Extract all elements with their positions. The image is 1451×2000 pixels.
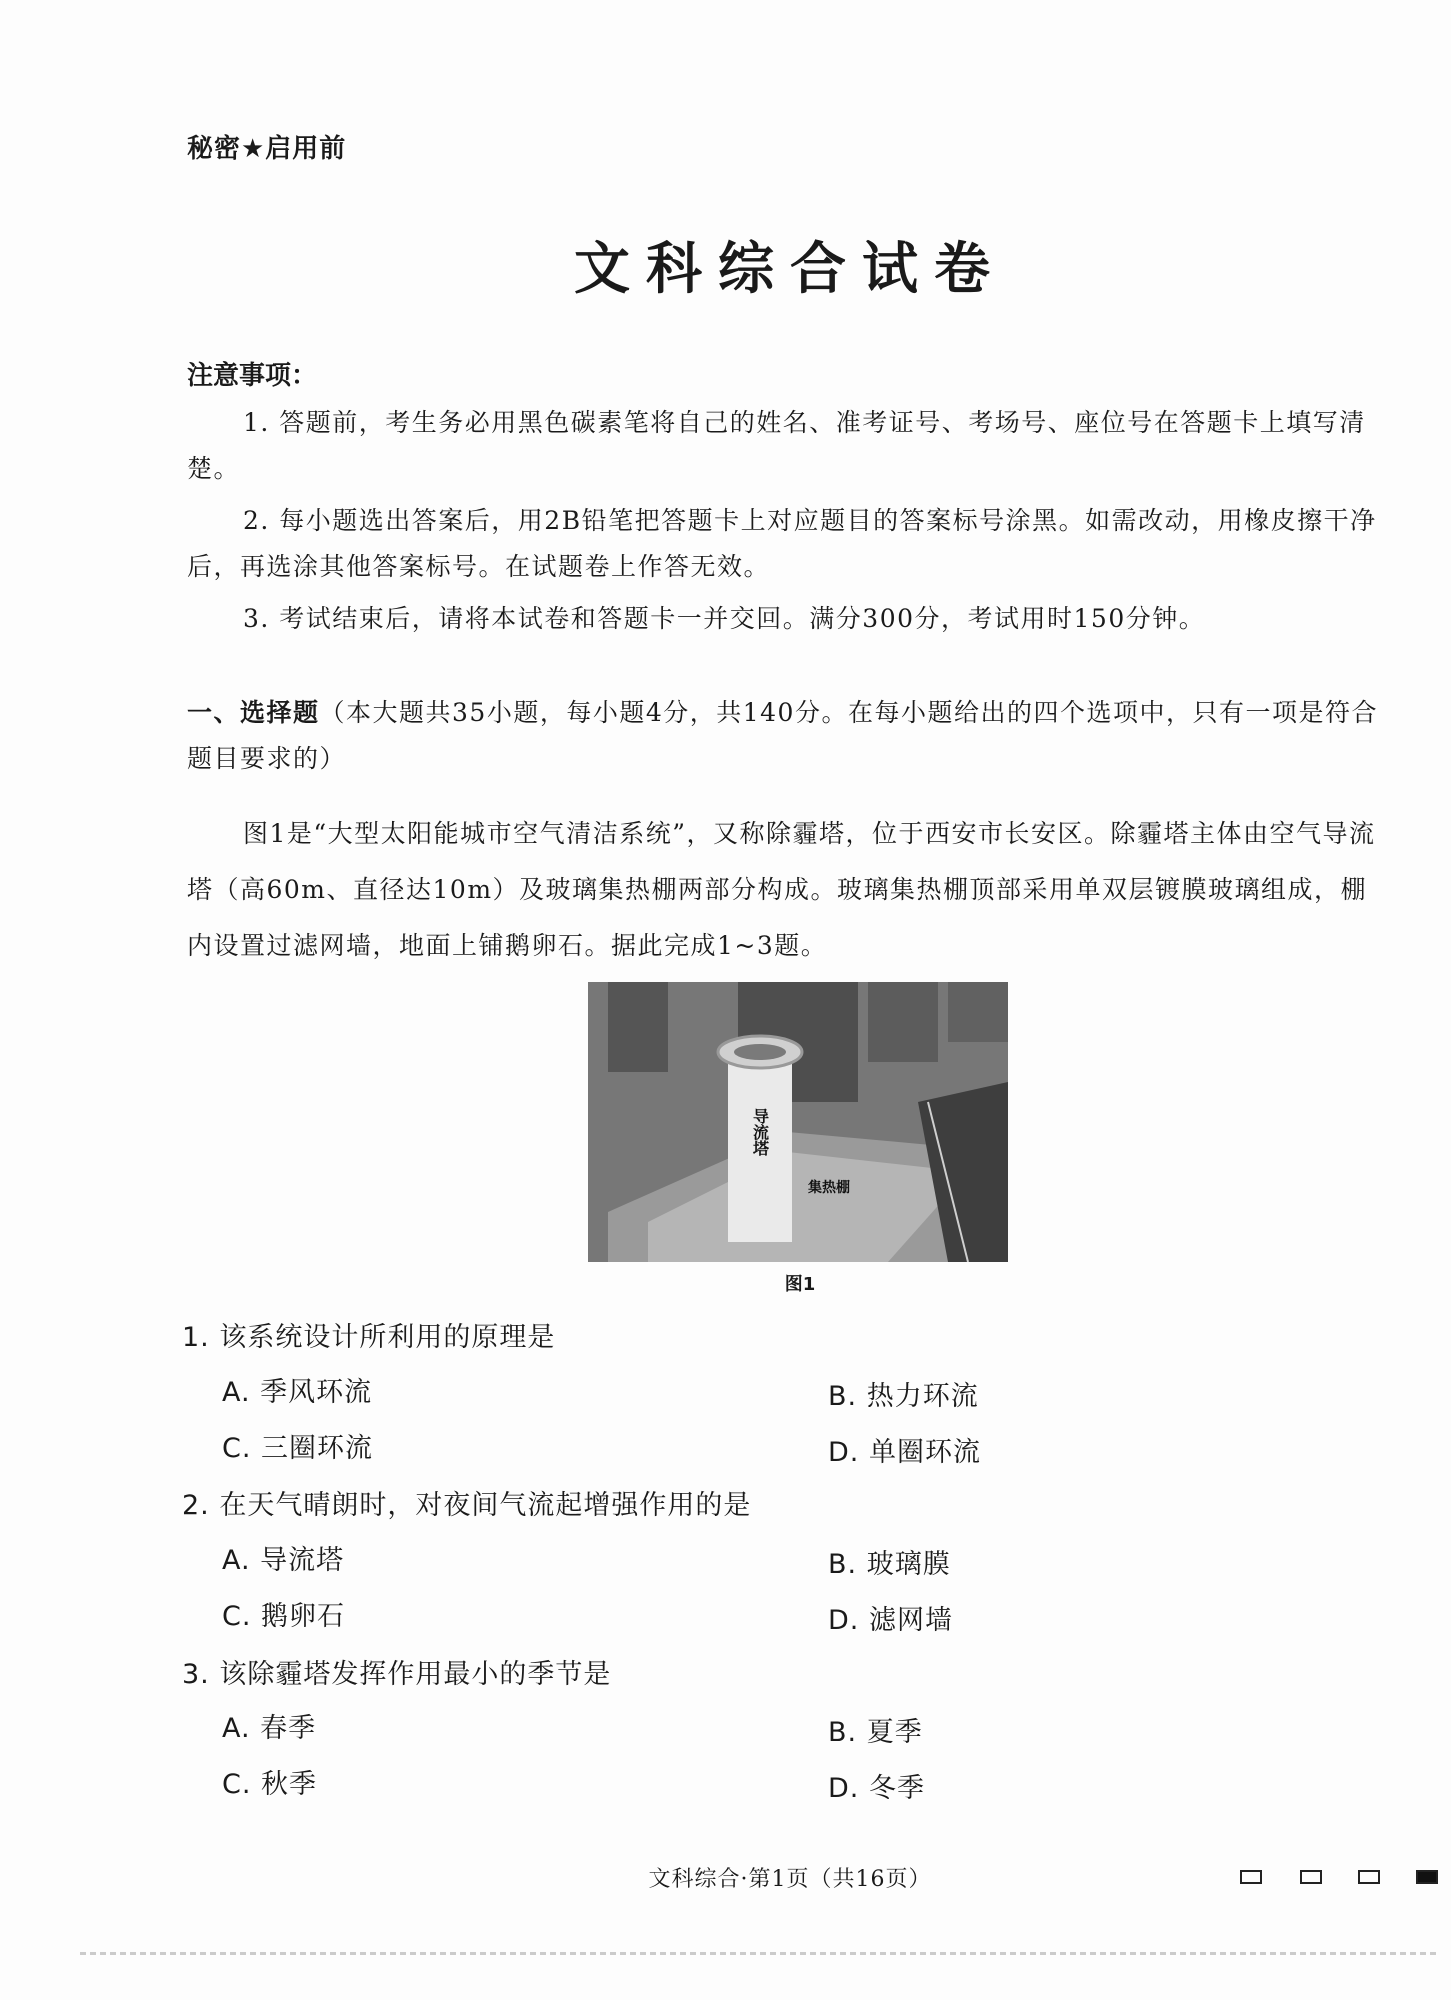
question-2-option-a: A. 导流塔 [222, 1545, 345, 1576]
confidential-label: 秘密★启用前 [187, 134, 347, 164]
question-1-option-b: B. 热力环流 [828, 1381, 979, 1412]
notice-item-3: 3. 考试结束后，请将本试卷和答题卡一并交回。满分300分，考试用时150分钟。 [243, 604, 1206, 633]
question-2-stem: 2. 在天气晴朗时，对夜间气流起增强作用的是 [182, 1490, 752, 1521]
shed-label: 集热棚 [808, 1180, 850, 1196]
question-2-option-d: D. 滤网墙 [828, 1605, 953, 1636]
question-3-option-d: D. 冬季 [828, 1773, 925, 1804]
registration-mark [1240, 1870, 1262, 1884]
scan-artifact [80, 1952, 1440, 1955]
section-instruction: （本大题共35小题，每小题4分，共140分。在每小题给出的四个选项中，只有一项是符合题目要求的） [187, 698, 1378, 773]
registration-mark [1358, 1870, 1380, 1884]
notice-item-2: 2. 每小题选出答案后，用2B铅笔把答题卡上对应题目的答案标号涂黑。如需改动，用橡皮擦干净后，再选涂其他答案标号。在试题卷上作答无效。 [187, 506, 1377, 581]
registration-mark [1300, 1870, 1322, 1884]
question-2-option-c: C. 鹅卵石 [222, 1601, 346, 1632]
figure-illustration [588, 982, 1008, 1262]
question-3-option-a: A. 春季 [222, 1713, 317, 1744]
section-intro [187, 690, 1387, 782]
figure-caption: 图1 [784, 1274, 816, 1295]
notice-item-1: 1. 答题前，考生务必用黑色碳素笔将自己的姓名、准考证号、考场号、座位号在答题卡上填写清楚。 [187, 408, 1366, 483]
page-footer: 文科综合·第1页（共16页） [648, 1867, 932, 1892]
question-2-option-b: B. 玻璃膜 [828, 1549, 951, 1580]
tower-label: 导流塔 [750, 1108, 770, 1156]
page-title: 文科综合试卷 [574, 236, 1006, 302]
figure-photo [588, 982, 1008, 1262]
section-lead: 一、选择题 [187, 698, 320, 727]
question-1-option-c: C. 三圈环流 [222, 1433, 374, 1464]
question-1-option-a: A. 季风环流 [222, 1377, 373, 1408]
question-3-option-b: B. 夏季 [828, 1717, 923, 1748]
question-3-stem: 3. 该除霾塔发挥作用最小的季节是 [182, 1659, 612, 1690]
question-3-option-c: C. 秋季 [222, 1769, 318, 1800]
question-1-option-d: D. 单圈环流 [828, 1437, 981, 1468]
question-1-stem: 1. 该系统设计所利用的原理是 [182, 1322, 556, 1353]
registration-mark-filled [1416, 1870, 1438, 1884]
passage: 图1是“大型太阳能城市空气清洁系统”，又称除霾塔，位于西安市长安区。除霾塔主体由空气导流塔（高60m、直径达10m）及玻璃集热棚两部分构成。玻璃集热棚顶部采用单双层镀膜玻璃组成，棚内设置过滤网墙，地面上铺鹅卵石。据此完成1~3题。 [187, 819, 1376, 960]
notice-heading: 注意事项： [187, 361, 318, 391]
